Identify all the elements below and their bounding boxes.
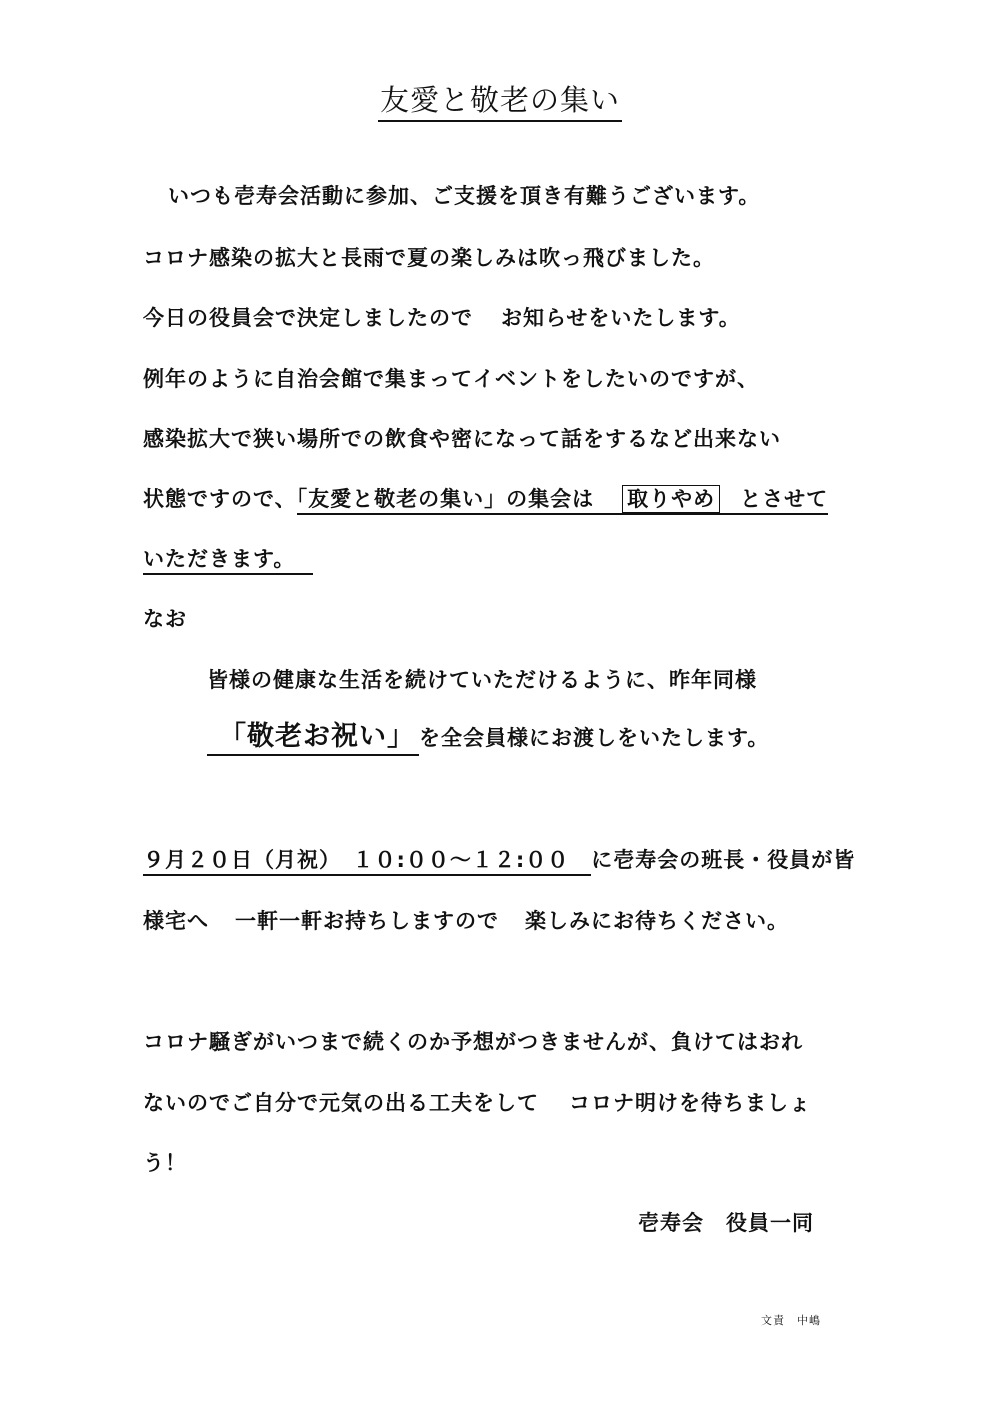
title-text: 友愛と敬老の集い <box>378 80 622 122</box>
paragraph-infection: 感染拡大で狭い場所での飲食や密になって話をするなど出来ない <box>143 427 781 451</box>
decision-text-a: 今日の役員会で決定しましたので <box>143 306 473 330</box>
paragraph-decision <box>143 303 741 333</box>
paragraph-nao: なお <box>143 607 187 631</box>
cancel-text-underlined <box>297 487 829 515</box>
paragraph-cancel <box>143 484 828 514</box>
cancel-cont-text: いただきます。 <box>143 547 313 575</box>
gift-name-text: 「敬老お祝い」 <box>207 721 419 756</box>
encourage-text-a: ないのでご自分で元気の出る工夫をして <box>143 1091 539 1115</box>
encourage-text-b: コロナ明けを待ちましょ <box>569 1091 811 1115</box>
closing-signature: 壱寿会 役員一同 <box>638 1211 814 1235</box>
author-note: 文責 中嶋 <box>761 1314 821 1327</box>
cancel-text-pre: 状態ですので、 <box>143 487 297 511</box>
paragraph-encourage-3: う！ <box>143 1151 187 1175</box>
schedule-datetime-text: ９月２０日（月祝） １０:００～１２:００ <box>143 848 591 876</box>
delivery-text-c: 楽しみにお待ちください。 <box>525 909 789 933</box>
paragraph-gift <box>207 722 769 753</box>
paragraph-encourage-1: コロナ騒ぎがいつまで続くのか予想がつきませんが、負けてはおれ <box>143 1030 803 1054</box>
paragraph-corona: コロナ感染の拡大と長雨で夏の楽しみは吹っ飛びました。 <box>143 246 715 270</box>
paragraph-delivery <box>143 906 789 936</box>
cancel-boxed-text: 取りやめ <box>622 485 720 513</box>
schedule-text-post: に壱寿会の班長・役員が皆 <box>591 848 856 872</box>
paragraph-usual-event: 例年のように自治会館で集まってイベントをしたいのですが、 <box>143 367 759 391</box>
gift-text-post: を全会員様にお渡しをいたします。 <box>419 726 770 750</box>
document-title <box>0 78 1000 122</box>
event-name-text: 「友愛と敬老の集い」の集会は <box>296 487 595 511</box>
paragraph-health: 皆様の健康な生活を続けていただけるように、昨年同様 <box>207 668 757 692</box>
decision-text-b: お知らせをいたします。 <box>501 306 741 330</box>
paragraph-cancel-cont <box>143 544 313 574</box>
delivery-text-b: 一軒一軒お持ちしますので <box>235 909 499 933</box>
paragraph-greeting: いつも壱寿会活動に参加、ご支援を頂き有難うございます。 <box>168 184 761 208</box>
cancel-text-post: とさせて <box>740 487 829 511</box>
paragraph-encourage-2 <box>143 1088 811 1118</box>
delivery-text-a: 様宅へ <box>143 909 209 933</box>
paragraph-schedule <box>143 845 855 875</box>
